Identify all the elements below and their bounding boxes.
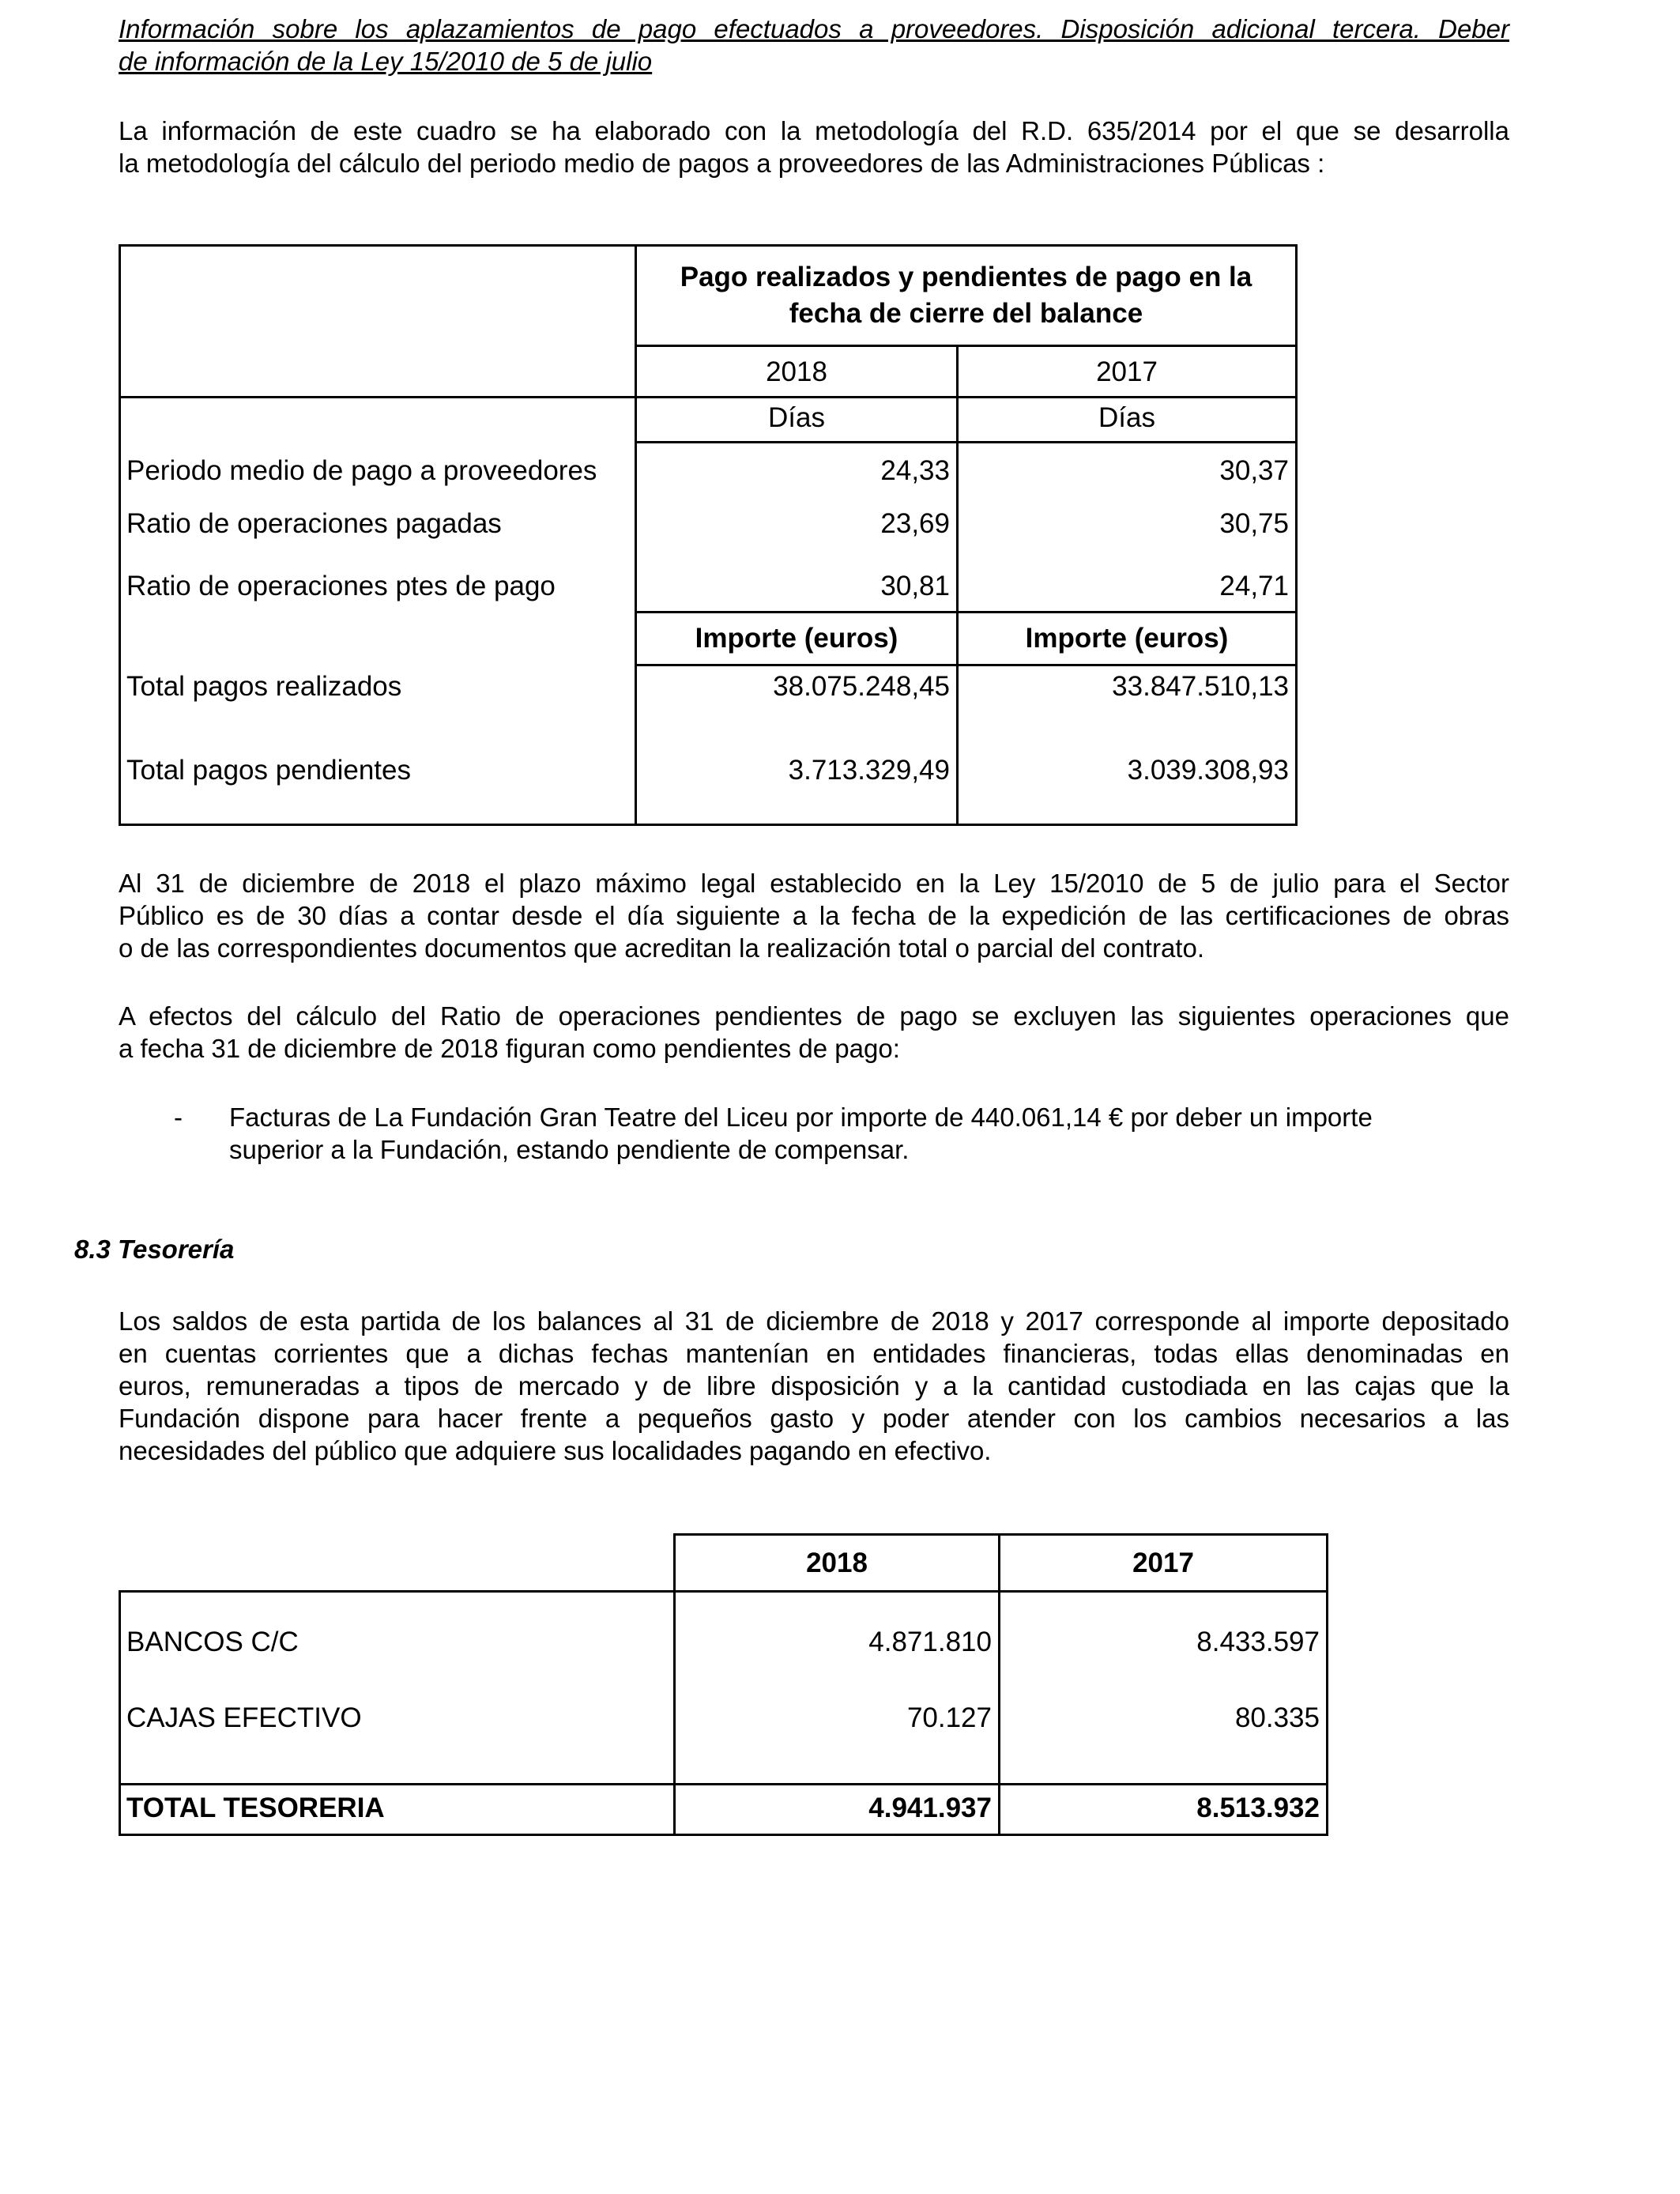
text-line: la metodología del cálculo del periodo medio de pagos a proveedores de las Administraciones Públicas : [119, 149, 1325, 178]
treasury-table [119, 1533, 1328, 1836]
header-line: fecha de cierre del balance [789, 298, 1143, 329]
row-label: Total pagos pendientes [126, 755, 411, 786]
text-line: Público es de 30 días a contar desde el día siguiente a la fecha de la expedición de las certificaciones de obras [119, 901, 1509, 930]
unit-label: Días [768, 402, 825, 433]
cell-value: 80.335 [1234, 1702, 1320, 1733]
row-label: CAJAS EFECTIVO [126, 1702, 362, 1733]
cell-value: 3.713.329,49 [788, 755, 950, 786]
exclusion-paragraph [119, 1000, 1509, 1065]
cell-value: 24,33 [880, 455, 950, 486]
unit-label: Días [1098, 402, 1155, 433]
intro-paragraph [119, 115, 1509, 179]
cell-value: 3.039.308,93 [1127, 755, 1289, 786]
cell-value: 24,71 [1219, 571, 1289, 601]
total-value: 4.941.937 [868, 1793, 992, 1823]
unit-label: Importe (euros) [1025, 623, 1229, 654]
text-line: A efectos del cálculo del Ratio de operaciones pendientes de pago se excluyen las siguientes operaciones que [119, 1001, 1509, 1031]
cell-value: 30,75 [1219, 508, 1289, 539]
payments-table [119, 244, 1298, 826]
cell-value: 8.433.597 [1196, 1627, 1320, 1657]
cell-value: 23,69 [880, 508, 950, 539]
section-heading [119, 13, 1509, 77]
row-label: Periodo medio de pago a proveedores [126, 455, 597, 486]
year-header-2018: 2018 [766, 356, 827, 387]
row-label: Ratio de operaciones pagadas [126, 508, 502, 539]
cell-value: 38.075.248,45 [773, 671, 950, 702]
text-line: necesidades del público que adquiere sus localidades pagando en efectivo. [119, 1436, 992, 1465]
section-title: 8.3 Tesorería [74, 1235, 235, 1264]
cell-value: 30,37 [1219, 455, 1289, 486]
bullet-item [229, 1101, 1494, 1166]
text-line: o de las correspondientes documentos que acreditan la realización total o parcial del contrato. [119, 933, 1204, 963]
text-line: Al 31 de diciembre de 2018 el plazo máximo legal establecido en la Ley 15/2010 de 5 de julio para el Sector [119, 869, 1509, 898]
text-line: Los saldos de esta partida de los balances al 31 de diciembre de 2018 y 2017 corresponde al importe depositado [119, 1306, 1509, 1336]
bullet-marker: - [174, 1103, 183, 1132]
year-header-2017: 2017 [1132, 1547, 1194, 1578]
cell-value: 70.127 [906, 1702, 992, 1733]
header-line: Pago realizados y pendientes de pago en la [680, 262, 1252, 292]
text-line: euros, remuneradas a tipos de mercado y de libre disposición y a la cantidad custodiada en las cajas que la [119, 1371, 1509, 1400]
heading-line: de información de la Ley 15/2010 de 5 de julio [119, 47, 653, 76]
row-label: BANCOS C/C [126, 1627, 299, 1657]
heading-line: Información sobre los aplazamientos de pago efectuados a proveedores. Disposición adicional tercera. Deber [119, 14, 1509, 43]
total-value: 8.513.932 [1196, 1793, 1320, 1823]
total-label: TOTAL TESORERIA [126, 1793, 385, 1823]
cell-value: 33.847.510,13 [1112, 671, 1289, 702]
year-header-2017: 2017 [1096, 356, 1158, 387]
legal-term-paragraph [119, 867, 1509, 964]
text-line: Fundación dispone para hacer frente a pequeños gasto y poder atender con los cambios necesarios a las [119, 1404, 1509, 1433]
text-line: superior a la Fundación, estando pendiente de compensar. [229, 1135, 910, 1164]
cell-value: 4.871.810 [868, 1627, 992, 1657]
text-line: La información de este cuadro se ha elaborado con la metodología del R.D. 635/2014 por el que se desarrolla [119, 116, 1509, 145]
text-line: a fecha 31 de diciembre de 2018 figuran como pendientes de pago: [119, 1034, 900, 1063]
year-header-2018: 2018 [806, 1547, 868, 1578]
unit-label: Importe (euros) [695, 623, 898, 654]
text-line: Facturas de La Fundación Gran Teatre del Liceu por importe de 440.061,14 € por deber un importe [229, 1103, 1373, 1132]
table-header [637, 262, 1295, 330]
row-label: Ratio de operaciones ptes de pago [126, 571, 556, 601]
cell-value: 30,81 [880, 571, 950, 601]
treasury-paragraph [119, 1305, 1509, 1467]
row-label: Total pagos realizados [126, 671, 402, 702]
text-line: en cuentas corrientes que a dichas fechas mantenían en entidades financieras, todas ellas denominadas en [119, 1339, 1509, 1368]
